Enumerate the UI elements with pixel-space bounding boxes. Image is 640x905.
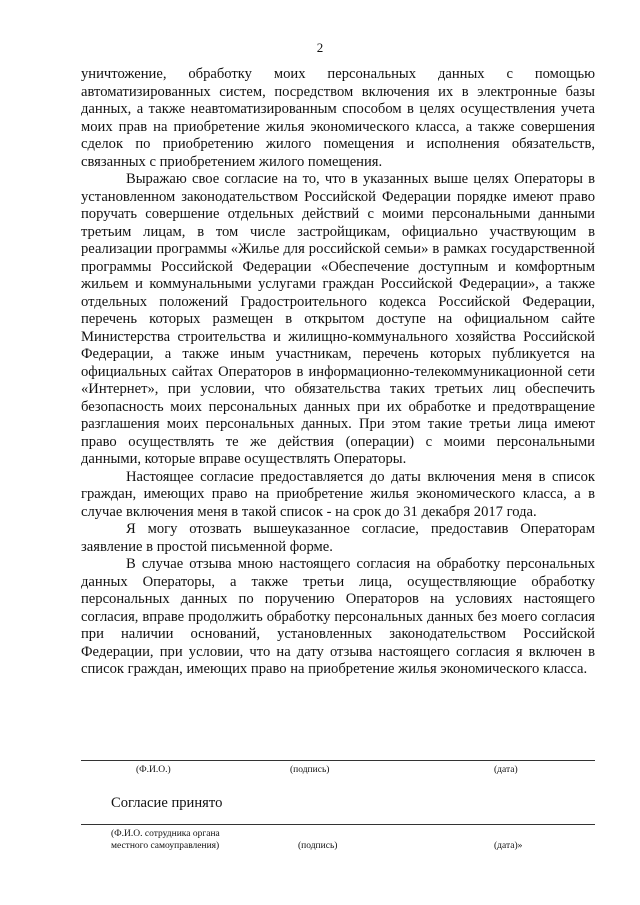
signature-line-official	[81, 824, 595, 825]
official-signature-caption: (подпись)	[298, 841, 338, 851]
paragraph-2: Выражаю свое согласие на то, что в указанных выше целях Операторы в установленном законодательством Российской Федерации порядке имеют право поручать совершение отдельных действий с моими персональными данными третьим лицам, в том числе застройщикам, официально участвующим в реализации программы «Жилье для российской семьи» в рамках государственной программы Российской Федерации «Обеспечение доступным и комфортным жильем и коммунальными услугами граждан Российской Федерации», а также отдельных положений Градостроительного кодекса Российской Федерации, перечень которых размещен в открытом доступе на официальном сайте Министерства строительства и жилищно-коммунального хозяйства Российской Федерации, а также иным участникам, перечень которых публикуется на официальных сайтах Операторов в информационно-телекоммуникационной сети «Интернет», при условии, что обязательства таких третьих лиц обеспечить безопасность моих персональных данных при их обработке и предотвращение разглашения моих персональных данных. При этом такие третьи лица имеют право осуществлять те же действия (операции) с моими персональными данными, которые вправе осуществлять Операторы.	[81, 171, 595, 467]
signature-caption: (подпись)	[290, 765, 330, 775]
official-fio-caption-line1: (Ф.И.О. сотрудника органа	[111, 829, 220, 839]
signature-line-applicant	[81, 760, 595, 761]
consent-text	[81, 66, 595, 679]
page-number: 2	[316, 40, 324, 55]
paragraph-4: Я могу отозвать вышеуказанное согласие, предоставив Операторам заявление в простой письменной форме.	[81, 521, 595, 555]
paragraph-3: Настоящее согласие предоставляется до даты включения меня в список граждан, имеющих право на приобретение жилья экономического класса, а в случае включения меня в такой список - на срок до 31 декабря 2017 года.	[81, 468, 595, 520]
paragraph-5: В случае отзыва мною настоящего согласия на обработку персональных данных Операторы, а также третьи лица, осуществляющие обработку персональных данных по поручению Операторов на условиях настоящего согласия, вправе продолжить обработку персональных данных без моего согласия при наличии оснований, установленных законодательством Российской Федерации, при условии, что на дату отзыва настоящего согласия я включен в список граждан, имеющих право на приобретение жилья экономического класса.	[81, 556, 595, 677]
official-date-caption: (дата)»	[494, 841, 523, 851]
consent-accepted-label: Согласие принято	[111, 795, 223, 811]
date-caption: (дата)	[494, 765, 518, 775]
official-fio-caption-line2: местного самоуправления)	[111, 841, 220, 851]
fio-caption: (Ф.И.О.)	[136, 765, 171, 775]
paragraph-1: уничтожение, обработку моих персональных данных с помощью автоматизированных систем, посредством включения их в электронные базы данных, а также неавтоматизированным способом в целях осуществления учета моих прав на приобретение жилья экономического класса, а также совершения сделок по приобретению жилого помещения и исполнения обязательств, связанных с приобретением жилого помещения.	[81, 66, 595, 170]
